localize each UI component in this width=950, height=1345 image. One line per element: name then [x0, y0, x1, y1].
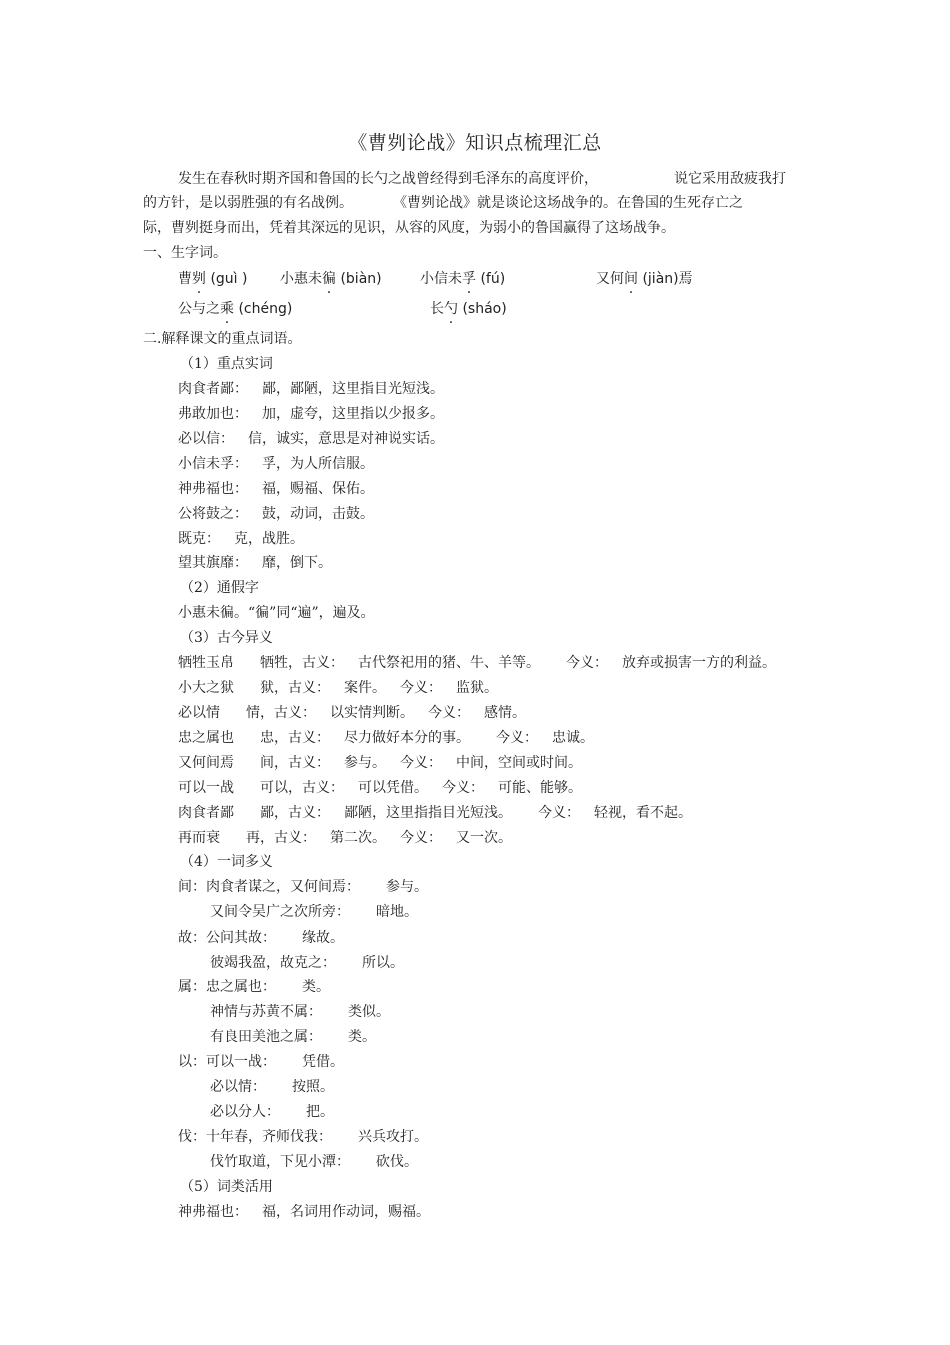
gujin-row: 牺牲玉帛 牺牲，古义： 古代祭祀用的猪、牛、羊等。 今义： 放弃或损害一方的利益。 [178, 655, 776, 671]
subheading-huoyong: （5）词类活用 [180, 1179, 273, 1195]
duoyi-row: 以：可以一战： 凭借。 [178, 1054, 344, 1070]
intro-line-1-cont-text: 说它采用敌疲我打 [674, 171, 786, 187]
duoyi-row: 伐竹取道，下见小潭： 砍伐。 [210, 1154, 418, 1170]
shici-row: 肉食者鄙： 鄙，鄙陋，这里指目光短浅。 [178, 381, 444, 397]
tongjia-row: 小惠未徧。“徧”同“遍”，遍及。 [178, 605, 375, 621]
vocab-item: 公与之乘 (chéng) [178, 301, 293, 317]
pinyin: (sháo) [462, 301, 507, 317]
duoyi-row: 彼竭我盈，故克之： 所以。 [210, 955, 404, 971]
dotted-char: 徧 [322, 271, 336, 287]
gujin-row: 必以情 情，古义： 以实情判断。 今义： 感情。 [178, 705, 526, 721]
dotted-char: 孚 [462, 271, 476, 287]
subheading-tongjia: （2）通假字 [180, 580, 259, 596]
gujin-row: 可以一战 可以，古义： 可以凭借。 今义： 可能、能够。 [178, 780, 582, 796]
intro-line-2-text: 的方针，是以弱胜强的有名战例。 [143, 195, 353, 211]
document-title: 《曹刿论战》知识点梳理汇总 [348, 132, 602, 154]
intro-line-3: 际，曹刿挺身而出，凭着其深远的见识，从容的风度，为弱小的鲁国赢得了这场战争。 [143, 220, 675, 236]
shici-row: 望其旗靡： 靡，倒下。 [178, 555, 332, 571]
pinyin: (biàn) [340, 271, 382, 287]
shici-row: 小信未孚： 孚，为人所信服。 [178, 456, 374, 472]
intro-line-2-cont [393, 193, 743, 213]
subheading-gujin: （3）古今异义 [180, 630, 273, 646]
dotted-char: 刿 [192, 271, 206, 287]
dotted-char: 间 [624, 271, 638, 287]
subheading-shici: （1）重点实词 [180, 356, 273, 372]
duoyi-row: 有良田美池之属： 类。 [210, 1029, 376, 1045]
pinyin: (jiàn)焉 [642, 271, 693, 287]
shici-row: 公将鼓之： 鼓，动词，击鼓。 [178, 506, 374, 522]
pinyin: (chéng) [238, 301, 293, 317]
intro-line-1-text: 发生在春秋时期齐国和鲁国的长勺之战曾经得到毛泽东的高度评价， [178, 171, 598, 187]
section2-heading: 二.解释课文的重点词语。 [143, 331, 302, 347]
gujin-row: 再而衰 再，古义： 第二次。 今义： 又一次。 [178, 830, 512, 846]
vocab-item: 长勺 (sháo) [430, 301, 507, 317]
shici-row: 必以信： 信，诚实，意思是对神说实话。 [178, 431, 444, 447]
shici-row: 既克： 克，战胜。 [178, 531, 304, 547]
duoyi-row: 神情与苏黄不属： 类似。 [210, 1004, 390, 1020]
dotted-char: 勺 [444, 301, 458, 317]
gujin-row: 又何间焉 间，古义： 参与。 今义： 中间，空间或时间。 [178, 755, 582, 771]
subheading-duoyi: （4）一词多义 [180, 854, 273, 870]
duoyi-row: 必以分人： 把。 [210, 1104, 334, 1120]
vocab-row-1 [178, 269, 738, 291]
huoyong-row: 神弗福也： 福，名词用作动词，赐福。 [178, 1204, 430, 1220]
intro-line-2 [143, 193, 353, 213]
dotted-char: 乘 [220, 301, 234, 317]
gujin-row: 忠之属也 忠，古义： 尽力做好本分的事。 今义： 忠诚。 [178, 730, 594, 746]
duoyi-row: 故：公问其故： 缘故。 [178, 930, 344, 946]
duoyi-row: 伐：十年春，齐师伐我： 兴兵攻打。 [178, 1129, 428, 1145]
duoyi-row: 间：肉食者谋之，又何间焉： 参与。 [178, 879, 428, 895]
section1-heading: 一、生字词。 [143, 245, 227, 261]
gujin-row: 小大之狱 狱，古义： 案件。 今义： 监狱。 [178, 680, 498, 696]
intro-line-2-cont-text: 《曹刿论战》就是谈论这场战争的。在鲁国的生死存亡之 [393, 195, 743, 211]
shici-row: 神弗福也： 福，赐福、保佑。 [178, 481, 374, 497]
intro-line-1-cont [674, 169, 786, 189]
vocab-item: 小惠未徧 (biàn) [280, 271, 382, 287]
gujin-row: 肉食者鄙 鄙，古义： 鄙陋，这里指指目光短浅。 今义： 轻视，看不起。 [178, 805, 692, 821]
intro-line-1 [178, 169, 598, 189]
duoyi-row: 又间令吴广之次所旁： 暗地。 [210, 904, 418, 920]
vocab-item: 又何间 (jiàn)焉 [596, 271, 693, 287]
pinyin: (guì ) [210, 271, 248, 287]
pinyin: (fú) [480, 271, 506, 287]
shici-row: 弗敢加也： 加，虚夸，这里指以少报多。 [178, 406, 444, 422]
duoyi-row: 属：忠之属也： 类。 [178, 979, 330, 995]
vocab-item: 小信未孚 (fú) [420, 271, 506, 287]
vocab-item: 曹刿 (guì ) [178, 271, 248, 287]
vocab-row-2 [178, 299, 578, 321]
duoyi-row: 必以情： 按照。 [210, 1079, 334, 1095]
